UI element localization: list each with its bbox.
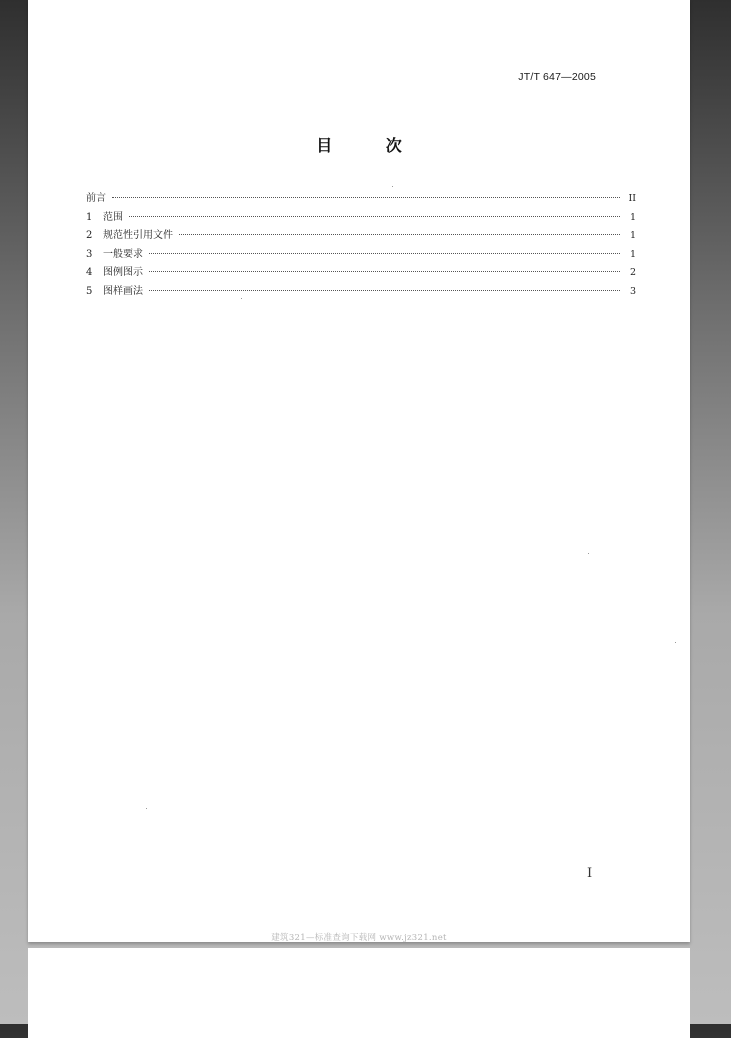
toc-entry-number: 1 — [86, 211, 93, 223]
standard-code: JT/T 647—2005 — [518, 71, 596, 83]
document-page — [28, 0, 690, 942]
scan-speck — [392, 186, 393, 187]
scan-speck — [146, 808, 147, 809]
toc-entry-number: 4 — [86, 267, 93, 278]
toc-entry-label: 范围 — [103, 211, 123, 223]
toc-leader-dots — [179, 234, 620, 235]
toc-entry-foreword[interactable] — [86, 192, 636, 211]
toc-entry-normative-references[interactable] — [86, 229, 636, 248]
toc-entry-number: 3 — [86, 248, 93, 260]
toc-entry-page: 2 — [629, 267, 636, 278]
scan-speck — [588, 553, 589, 554]
watermark: 建筑321—标准查询下载网 www.jz321.net — [271, 933, 447, 943]
table-of-contents — [86, 192, 636, 303]
page-number: I — [587, 866, 593, 881]
toc-entry-number: 2 — [86, 230, 93, 241]
toc-entry-label: 前言 — [86, 193, 106, 204]
next-page-preview — [28, 948, 690, 1038]
toc-entry-page: 1 — [629, 230, 636, 241]
toc-entry-scope[interactable] — [86, 211, 636, 230]
toc-title: 目 次 — [316, 136, 426, 155]
toc-entry-label: 规范性引用文件 — [103, 230, 173, 241]
toc-leader-dots — [129, 216, 620, 217]
toc-entry-drawing-methods[interactable] — [86, 285, 636, 304]
toc-entry-page: 1 — [629, 248, 636, 260]
scan-speck — [675, 642, 676, 643]
toc-entry-general-requirements[interactable] — [86, 248, 636, 267]
toc-entry-legend-symbols[interactable] — [86, 266, 636, 285]
toc-entry-page: 3 — [629, 285, 636, 297]
toc-leader-dots — [112, 197, 620, 198]
toc-entry-label: 一般要求 — [103, 248, 143, 260]
toc-leader-dots — [149, 290, 620, 291]
scan-speck — [241, 298, 242, 299]
toc-entry-label: 图例图示 — [103, 267, 143, 278]
toc-entry-page: II — [628, 193, 636, 204]
toc-leader-dots — [149, 253, 620, 254]
toc-leader-dots — [149, 271, 620, 272]
toc-entry-number: 5 — [86, 285, 93, 297]
toc-entry-page: 1 — [629, 211, 636, 223]
toc-entry-label: 图样画法 — [103, 285, 143, 297]
